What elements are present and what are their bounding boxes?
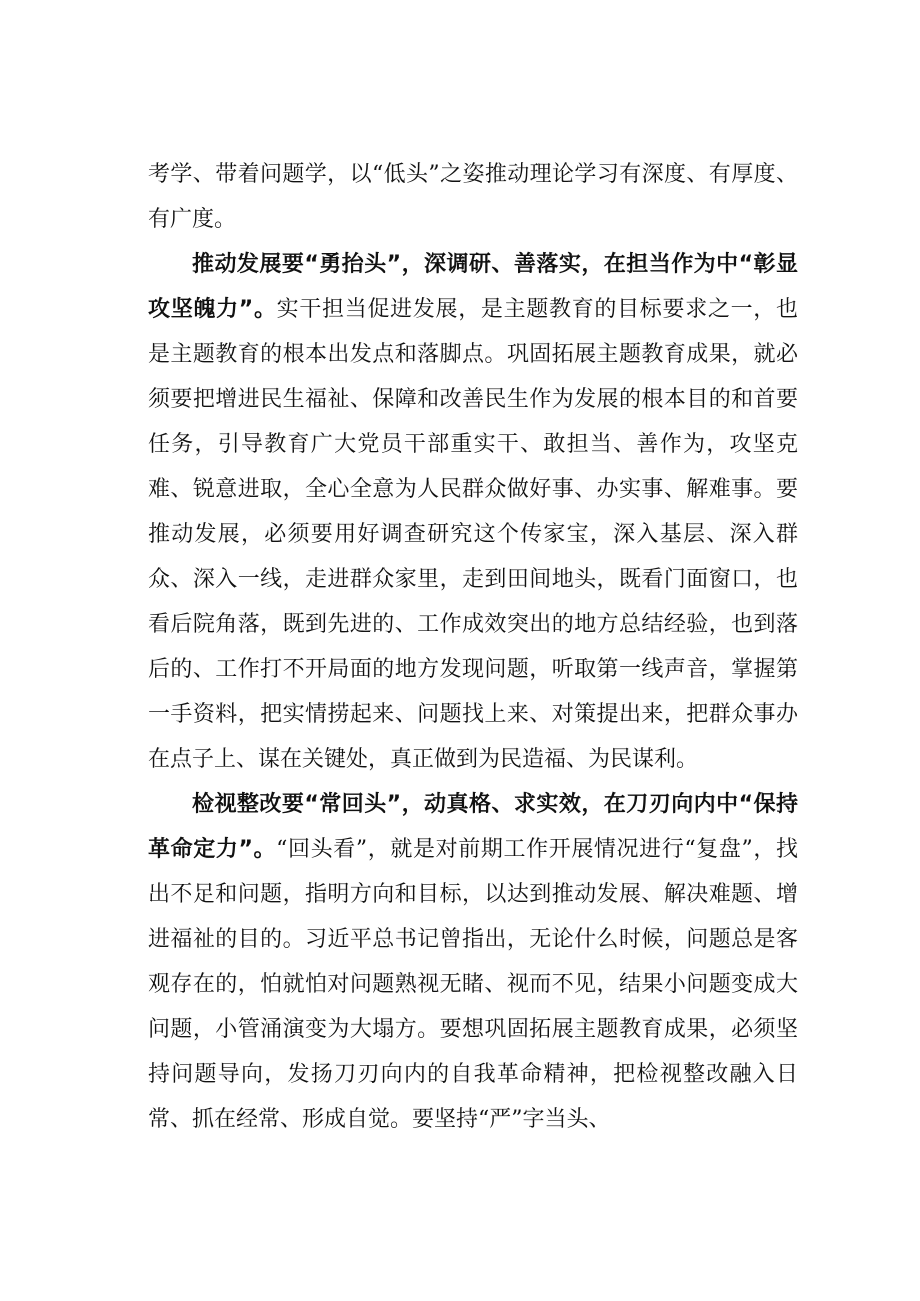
paragraph-2 (148, 242, 798, 782)
paragraph-2-text: 实干担当促进发展，是主题教育的目标要求之一，也是主题教育的根本出发点和落脚点。巩固拓展主题教育成果，就必须要把增进民生福祉、保障和改善民生作为发展的根本目的和首要任务，引导教育广大党员干部重实干、敢担当、善作为，攻坚克难、锐意进取，全心全意为人民群众做好事、办实事、解难事。要推动发展，必须要用好调查研究这个传家宝，深入基层、深入群众、深入一线，走进群众家里，走到田间地头，既看门面窗口，也看后院角落，既到先进的、工作成效突出的地方总结经验，也到落后的、工作打不开局面的地方发现问题，听取第一线声音，掌握第一手资料，把实情捞起来、问题找上来、对策提出来，把群众事办在点子上、谋在关键处，真正做到为民造福、为民谋利。 (148, 297, 798, 772)
paragraph-3 (148, 782, 798, 1142)
paragraph-2-heading: 推动发展要“勇抬头”，深调研、善落实，在担当作为中“彰显攻坚魄力”。 (148, 252, 798, 322)
paragraph-1 (148, 152, 798, 242)
paragraph-1-text: 考学、带着问题学，以“低头”之姿推动理论学习有深度、有厚度、有广度。 (148, 162, 798, 232)
document-page (148, 152, 798, 1142)
paragraph-3-text: “回头看”，就是对前期工作开展情况进行“复盘”，找出不足和问题，指明方向和目标，以达到推动发展、解决难题、增进福祉的目的。习近平总书记曾指出，无论什么时候，问题总是客观存在的，怕就怕对问题熟视无睹、视而不见，结果小问题变成大问题，小管涌演变为大塌方。要想巩固拓展主题教育成果，必须坚持问题导向，发扬刀刃向内的自我革命精神，把检视整改融入日常、抓在经常、形成自觉。要坚持“严”字当头、 (148, 837, 798, 1132)
paragraph-3-heading: 检视整改要“常回头”，动真格、求实效，在刀刃向内中“保持革命定力”。 (148, 792, 798, 862)
